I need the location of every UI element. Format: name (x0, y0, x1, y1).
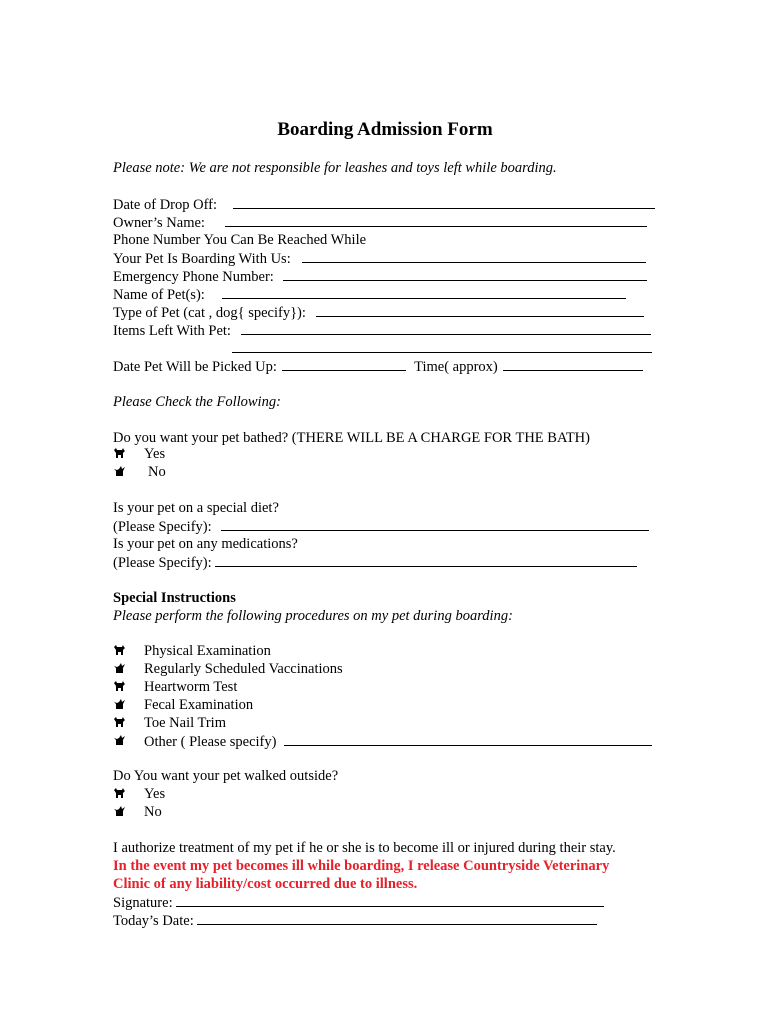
signature-field[interactable] (176, 893, 604, 907)
medications-specify-row (113, 553, 637, 571)
cat-icon[interactable] (113, 733, 127, 747)
diet-specify-label: (Please Specify): (113, 519, 212, 535)
dog-icon[interactable] (113, 446, 127, 460)
diet-specify-row (113, 517, 649, 535)
procedure-label: Heartworm Test (144, 679, 238, 695)
owner-name-field[interactable] (225, 213, 647, 227)
medications-field[interactable] (215, 553, 637, 567)
todays-date-field[interactable] (197, 911, 597, 925)
owner-name-label: Owner’s Name: (113, 215, 205, 231)
items-left-row (113, 321, 651, 339)
drop-off-field[interactable] (233, 195, 655, 209)
special-heading: Special Instructions (113, 590, 236, 606)
drop-off-label: Date of Drop Off: (113, 197, 218, 213)
pick-up-field[interactable] (282, 357, 406, 371)
emergency-phone-label: Emergency Phone Number: (113, 269, 274, 285)
procedure-label: Regularly Scheduled Vaccinations (144, 661, 343, 677)
bath-no-label: No (148, 464, 166, 480)
bath-question: Do you want your pet bathed? (THERE WILL BE A CHARGE FOR THE BATH) (113, 430, 590, 446)
drop-off-row (113, 195, 655, 213)
pet-names-field[interactable] (222, 285, 626, 299)
release-text-line2: Clinic of any liability/cost occurred due to illness. (113, 876, 418, 892)
procedure-label: Physical Examination (144, 643, 271, 659)
pet-names-row (113, 285, 626, 303)
dog-icon[interactable] (113, 786, 127, 800)
walk-question: Do You want your pet walked outside? (113, 768, 339, 784)
medications-specify-label: (Please Specify): (113, 555, 212, 571)
dog-icon[interactable] (113, 679, 127, 693)
signature-row (113, 893, 604, 911)
check-heading: Please Check the Following: (113, 394, 281, 410)
walk-yes-label: Yes (144, 786, 166, 802)
authorize-text: I authorize treatment of my pet if he or she is to become ill or injured during their stay. (113, 840, 616, 856)
time-label: Time( approx) (414, 359, 498, 375)
cat-icon[interactable] (113, 697, 127, 711)
owner-name-row (113, 213, 647, 231)
items-left-field-2[interactable] (232, 339, 652, 353)
pet-names-label: Name of Pet(s): (113, 287, 205, 303)
pick-up-label: Date Pet Will be Picked Up: (113, 359, 277, 375)
phone-label-line1: Phone Number You Can Be Reached While (113, 232, 367, 248)
dog-icon[interactable] (113, 715, 127, 729)
dog-icon[interactable] (113, 643, 127, 657)
phone-field[interactable] (302, 249, 646, 263)
phone-row (113, 249, 646, 267)
medications-question: Is your pet on any medications? (113, 536, 298, 552)
items-left-field[interactable] (241, 321, 651, 335)
items-left-row-2 (232, 339, 652, 357)
note-text: Please note: We are not responsible for leashes and toys left while boarding. (113, 160, 557, 176)
special-subheading: Please perform the following procedures on my pet during boarding: (113, 608, 513, 624)
other-procedure-field[interactable] (284, 732, 652, 746)
other-procedure-row (144, 732, 652, 751)
procedure-label: Fecal Examination (144, 697, 254, 713)
todays-date-label: Today’s Date: (113, 913, 194, 929)
walk-no-label: No (144, 804, 162, 820)
procedure-label: Other ( Please specify) (144, 734, 277, 750)
cat-icon[interactable] (113, 661, 127, 675)
emergency-phone-row (113, 267, 647, 285)
bath-yes-label: Yes (144, 446, 166, 462)
diet-question: Is your pet on a special diet? (113, 500, 279, 516)
release-text-line1: In the event my pet becomes ill while boarding, I release Countryside Veterinary (113, 858, 610, 874)
items-left-label: Items Left With Pet: (113, 323, 231, 339)
pick-up-row (113, 357, 643, 375)
cat-icon[interactable] (113, 464, 127, 478)
phone-label-line2: Your Pet Is Boarding With Us: (113, 251, 291, 267)
pet-type-row (113, 303, 644, 321)
time-field[interactable] (503, 357, 643, 371)
cat-icon[interactable] (113, 804, 127, 818)
signature-label: Signature: (113, 895, 173, 911)
pet-type-label: Type of Pet (cat , dog{ specify}): (113, 305, 306, 321)
emergency-phone-field[interactable] (283, 267, 647, 281)
todays-date-row (113, 911, 597, 929)
diet-field[interactable] (221, 517, 649, 531)
pet-type-field[interactable] (316, 303, 644, 317)
procedure-label: Toe Nail Trim (144, 715, 226, 731)
page-title: Boarding Admission Form (277, 119, 493, 140)
